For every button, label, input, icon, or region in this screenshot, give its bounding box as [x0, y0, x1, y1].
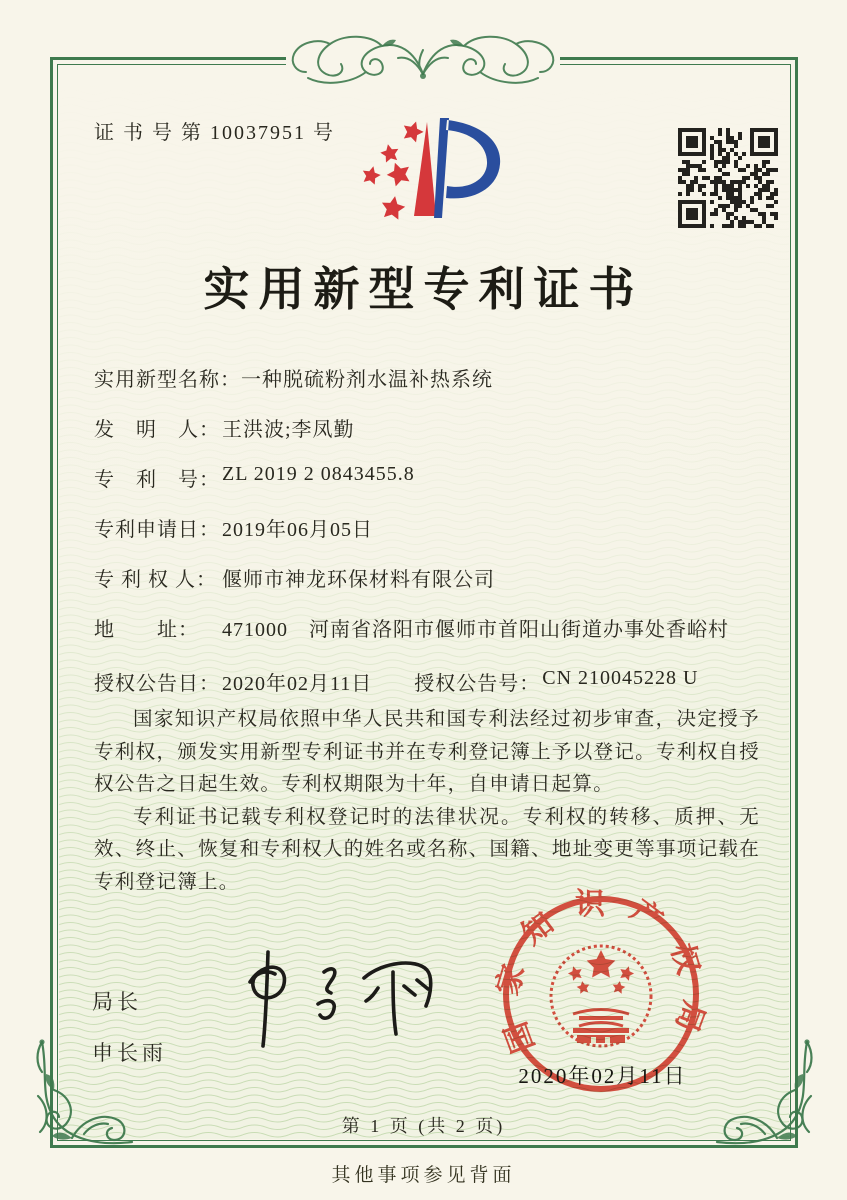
field-value: 王洪波;李凤勤	[222, 419, 355, 441]
field-label: 专 利 号：	[94, 469, 220, 491]
certificate-fields	[94, 363, 781, 717]
cnipa-logo-icon	[330, 108, 514, 236]
director-name: 申长雨	[92, 1041, 167, 1065]
top-scroll-ornament-icon	[286, 30, 560, 92]
field-label: 专利申请日：	[94, 519, 220, 541]
field-value: 一种脱硫粉剂水温补热系统	[241, 369, 493, 391]
certificate-title: 实用新型专利证书	[203, 264, 644, 315]
field-row-patent-number	[94, 463, 781, 513]
field-value: CN 210045228 U	[542, 667, 699, 689]
footer-note: 其他事项参见背面	[331, 1165, 516, 1186]
corner-ornament-right-icon	[703, 1038, 821, 1156]
field-value: 偃师市神龙环保材料有限公司	[222, 569, 495, 591]
director-title: 局长	[92, 990, 142, 1014]
field-label: 授权公告号：	[414, 673, 541, 695]
field-label: 专 利 权 人：	[94, 569, 217, 591]
field-row-address	[94, 613, 781, 663]
legal-paragraph: 专利证书记载专利权登记时的法律状况。专利权的转移、质押、无效、终止、恢复和专利权人的姓名或名称、国籍、地址变更等事项记载在专利登记簿上。	[94, 806, 760, 893]
field-row-filing-date	[94, 513, 781, 563]
field-value: ZL 2019 2 0843455.8	[222, 463, 415, 485]
legal-text	[94, 704, 760, 899]
field-label: 实用新型名称：	[94, 369, 241, 391]
director-block	[92, 986, 167, 1088]
field-value: 471000 河南省洛阳市偃师市首阳山街道办事处香峪村	[222, 619, 729, 641]
field-value: 2020年02月11日	[222, 673, 373, 695]
field-row-name	[94, 363, 781, 413]
field-label: 地 址：	[94, 619, 199, 641]
field-row-patentee	[94, 563, 781, 613]
legal-paragraph: 国家知识产权局依照中华人民共和国专利法经过初步审查，决定授予专利权，颁发实用新型专利证书并在专利登记簿上予以登记。专利权自授权公告之日起生效。专利权期限为十年，自申请日起算。	[94, 709, 760, 795]
field-value: 2019年06月05日	[222, 519, 373, 541]
page-indicator: 第 1 页 (共 2 页)	[341, 1116, 506, 1136]
field-row-inventors	[94, 413, 781, 463]
seal-date: 2020年02月11日	[518, 1064, 687, 1088]
certificate-number: 证 书 号 第 10037951 号	[94, 122, 335, 144]
field-label: 授权公告日：	[94, 673, 220, 695]
field-label: 发 明 人：	[94, 419, 220, 441]
seal-text: 国家知识产权局	[495, 888, 707, 1057]
qr-code	[678, 128, 778, 228]
director-signature-icon	[212, 942, 462, 1060]
